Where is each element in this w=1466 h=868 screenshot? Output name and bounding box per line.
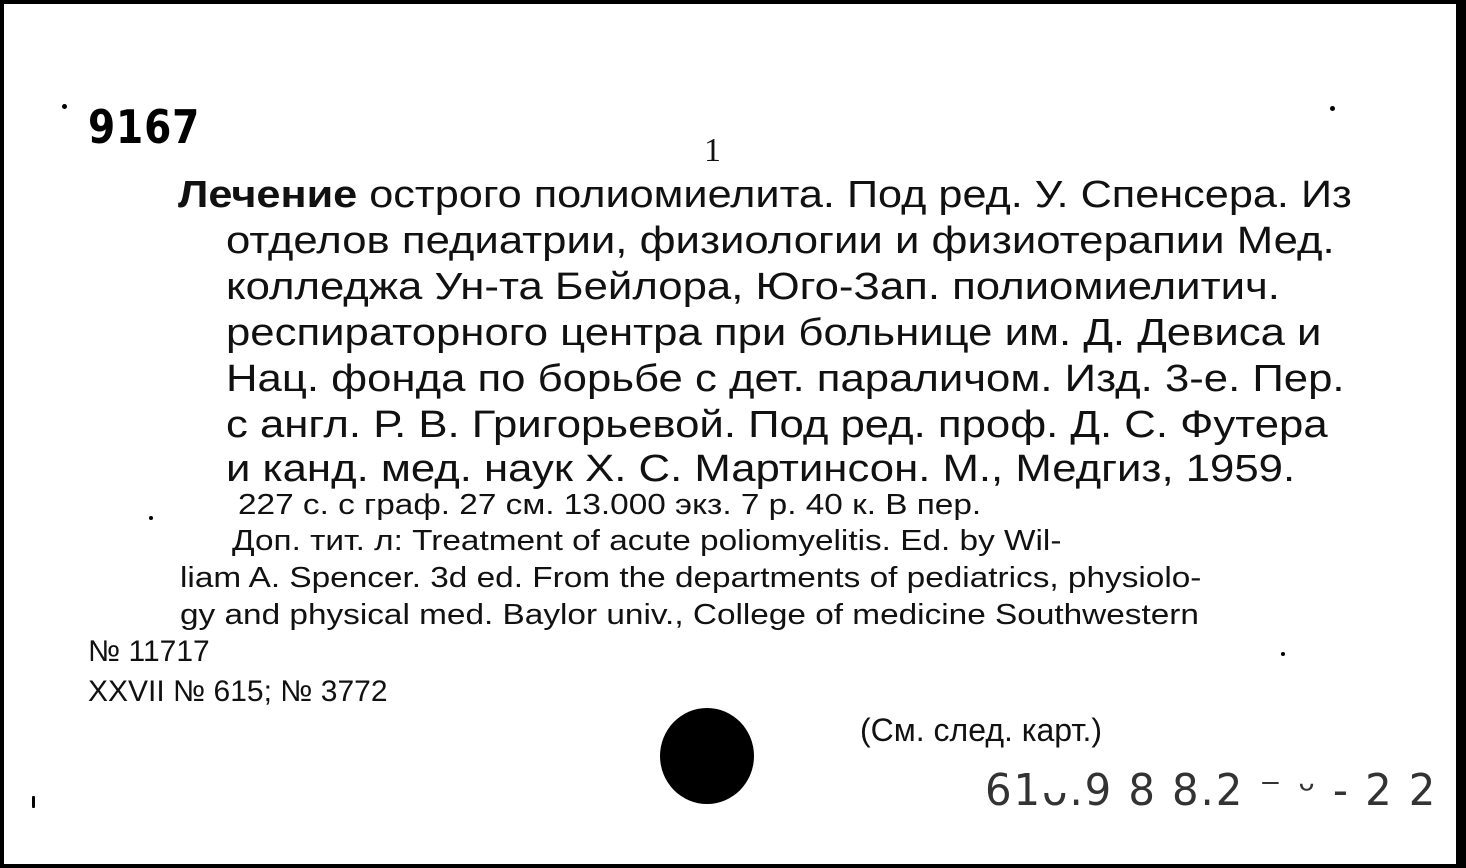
scan-speck — [32, 796, 35, 808]
original-title-line: liam A. Spencer. 3d ed. From the departments of pediatrics, physiolo- — [180, 562, 1202, 594]
card-bottom-edge — [0, 864, 1466, 868]
card-left-edge — [0, 0, 4, 868]
description-line: колледжа Ун-та Бейлора, Юго-Зап. полиомиелитич. — [226, 266, 1280, 308]
description-line: с англ. Р. В. Григорьевой. Под ред. проф. Д. С. Футера — [226, 404, 1328, 446]
card-right-edge — [1456, 0, 1466, 868]
heading-word: Лечение — [178, 174, 358, 216]
original-title-line: gy and physical med. Baylor univ., College of medicine Southwestern — [180, 599, 1199, 631]
title-text: острого полиомиелита. Под ред. У. Спенсера. Из — [369, 174, 1352, 216]
card-top-edge — [0, 0, 1466, 4]
collation-line: 227 с. с граф. 27 см. 13.000 экз. 7 р. 40 к. В пер. — [238, 489, 982, 521]
scan-speck — [1281, 652, 1285, 656]
description-line: и канд. мед. наук Х. С. Мартинсон. М., Медгиз, 1959. — [226, 448, 1296, 490]
sheet-number: 1 — [704, 132, 721, 169]
description-line: респираторного центра при больнице им. Д. Девиса и — [226, 312, 1322, 354]
continuation-note: (См. след. карт.) — [860, 712, 1103, 748]
scan-speck — [1330, 106, 1335, 111]
original-title-line: Доп. тит. л: Treatment of acute poliomyelitis. Ed. by Wil- — [232, 525, 1062, 557]
card-number: 9167 — [88, 100, 201, 154]
scan-speck — [62, 104, 67, 109]
scan-speck — [149, 516, 153, 520]
description-line: отделов педиатрии, физиологии и физиотерапии Мед. — [226, 220, 1335, 262]
reference-list: XXVII № 615; № 3772 — [88, 675, 388, 708]
punch-hole — [660, 708, 754, 804]
call-number-stamp: 61ᴗ.9 8 8.2 ⁻ ᵕ - 2 2 — [985, 765, 1438, 816]
description-line: Нац. фонда по борьбе с дет. параличом. Изд. 3-е. Пер. — [226, 358, 1345, 400]
title-line — [178, 172, 1352, 218]
reference-number: № 11717 — [88, 635, 210, 668]
